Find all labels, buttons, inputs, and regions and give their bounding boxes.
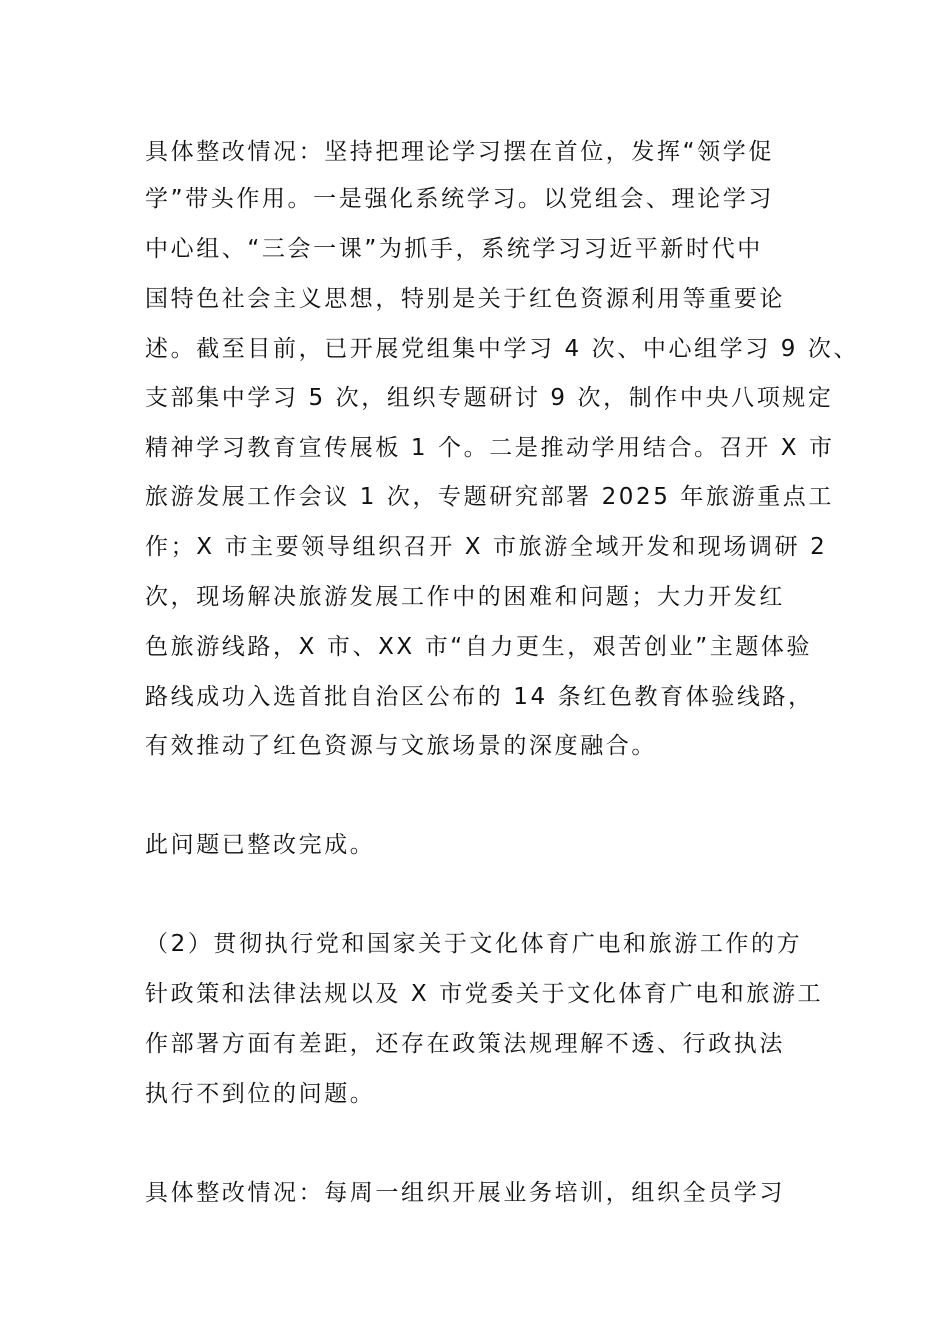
paragraph-line: 述。截至目前，已开展党组集中学习 4 次、中心组学习 9 次、 <box>145 336 860 362</box>
paragraph-line: 学”带头作用。一是强化系统学习。以党组会、理论学习 <box>145 186 774 212</box>
paragraph-line: 路线成功入选首批自治区公布的 14 条红色教育体验线路， <box>145 684 814 710</box>
status-line: 此问题已整改完成。 <box>145 832 376 858</box>
paragraph-line: 精神学习教育宣传展板 1 个。二是推动学用结合。召开 X 市 <box>145 435 835 461</box>
paragraph-line: 具体整改情况：每周一组织开展业务培训，组织全员学习 <box>145 1180 785 1206</box>
paragraph-line: 作；X 市主要领导组织召开 X 市旅游全域开发和现场调研 2 <box>145 534 828 560</box>
paragraph-line: 旅游发展工作会议 1 次，专题研究部署 2025 年旅游重点工 <box>145 484 835 510</box>
paragraph-line: 作部署方面有差距，还存在政策法规理解不透、行政执法 <box>145 1031 785 1057</box>
paragraph-line: 有效推动了红色资源与文旅场景的深度融合。 <box>145 733 657 759</box>
paragraph-line: 具体整改情况：坚持把理论学习摆在首位，发挥“领学促 <box>145 139 774 165</box>
paragraph-line: 色旅游线路，X 市、XX 市“自力更生，艰苦创业”主题体验 <box>145 634 813 660</box>
paragraph-line: 次，现场解决旅游发展工作中的困难和问题；大力开发红 <box>145 584 785 610</box>
paragraph-line: 针政策和法律法规以及 X 市党委关于文化体育广电和旅游工 <box>145 981 824 1007</box>
paragraph-line: 中心组、“三会一课”为抓手，系统学习习近平新时代中 <box>145 236 763 262</box>
paragraph-line: 支部集中学习 5 次，组织专题研讨 9 次，制作中央八项规定 <box>145 385 834 411</box>
issue-heading-line: （2）贯彻执行党和国家关于文化体育广电和旅游工作的方 <box>145 931 803 957</box>
paragraph-line: 执行不到位的问题。 <box>145 1081 376 1107</box>
paragraph-line: 国特色社会主义思想，特别是关于红色资源利用等重要论 <box>145 286 785 312</box>
